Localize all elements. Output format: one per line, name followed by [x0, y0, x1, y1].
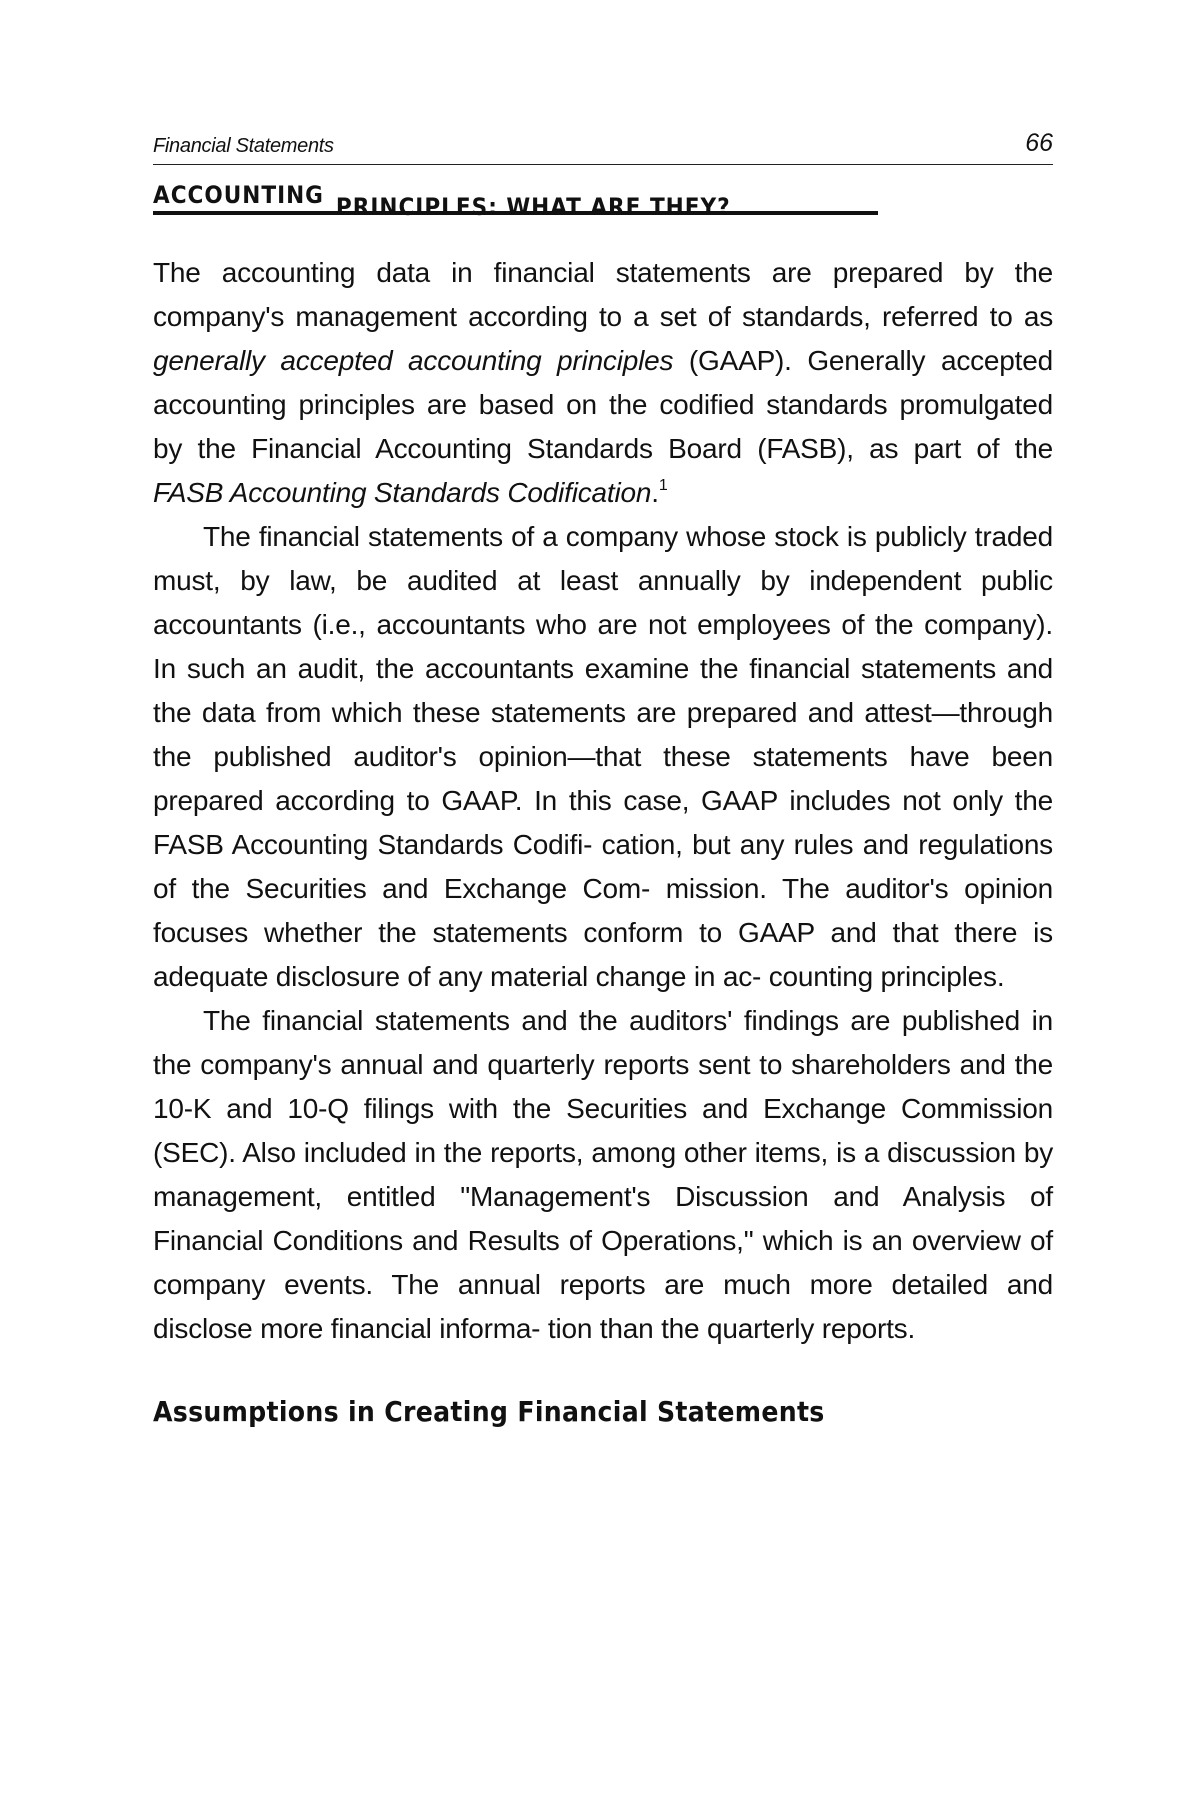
paragraph-1-text-b: (GAAP). Generally accepted accounting principles are based on the codified standards promulgated by the Financial Accounting Standards Board (FASB), as part of the: [153, 345, 1053, 464]
paragraph-audit: The financial statements of a company whose stock is publicly traded must, by law, be audited at least annually by independent public accountants (i.e., accountants who are not employees of the company). In such an audit, the accountants examine the financial statements and the data from which these statements are prepared and attest—through the published auditor's opinion—that these statements have been prepared according to GAAP. In this case, GAAP includes not only the FASB Accounting Standards Codifi- cation, but any rules and regulations of the Securities and Exchange Com- mission. The auditor's opinion focuses whether the statements conform to GAAP and that there is adequate disclosure of any material change in ac- counting principles.: [153, 521, 1053, 992]
paragraph-1-text-a: The accounting data in financial statements are prepared by the company's management according to a set of standards, referred to as: [153, 257, 1053, 332]
paragraph-1-text-c: .: [651, 477, 659, 508]
subsection-heading: Assumptions in Creating Financial Statements: [153, 1395, 825, 1428]
paragraph-reports: The financial statements and the auditors' findings are published in the company's annual and quarterly reports sent to shareholders and the 10-K and 10-Q filings with the Securities and Exchange Commission (SEC). Also included in the reports, among other items, is a discussion by management, entitled "Management's Discussion and Analysis of Financial Conditions and Results of Operations," which is an overview of company events. The annual reports are much more detailed and disclose more financial informa- tion than the quarterly reports.: [153, 1005, 1053, 1344]
section-heading: [153, 181, 878, 221]
book-page: [153, 126, 1053, 1428]
gaap-term: generally accepted accounting principles: [153, 345, 674, 376]
section-heading-part-1: ACCOUNTING: [153, 181, 324, 209]
page-number: 66: [1025, 129, 1053, 157]
running-header: [153, 126, 1053, 165]
footnote-reference: 1: [658, 477, 668, 494]
codification-title: FASB Accounting Standards Codification: [153, 477, 652, 508]
running-title: Financial Statements: [153, 135, 334, 157]
paragraph-gaap-definition: [153, 251, 1053, 515]
body-text: [153, 251, 1053, 1351]
section-heading-part-2: PRINCIPLES: WHAT ARE THEY?: [335, 193, 731, 221]
